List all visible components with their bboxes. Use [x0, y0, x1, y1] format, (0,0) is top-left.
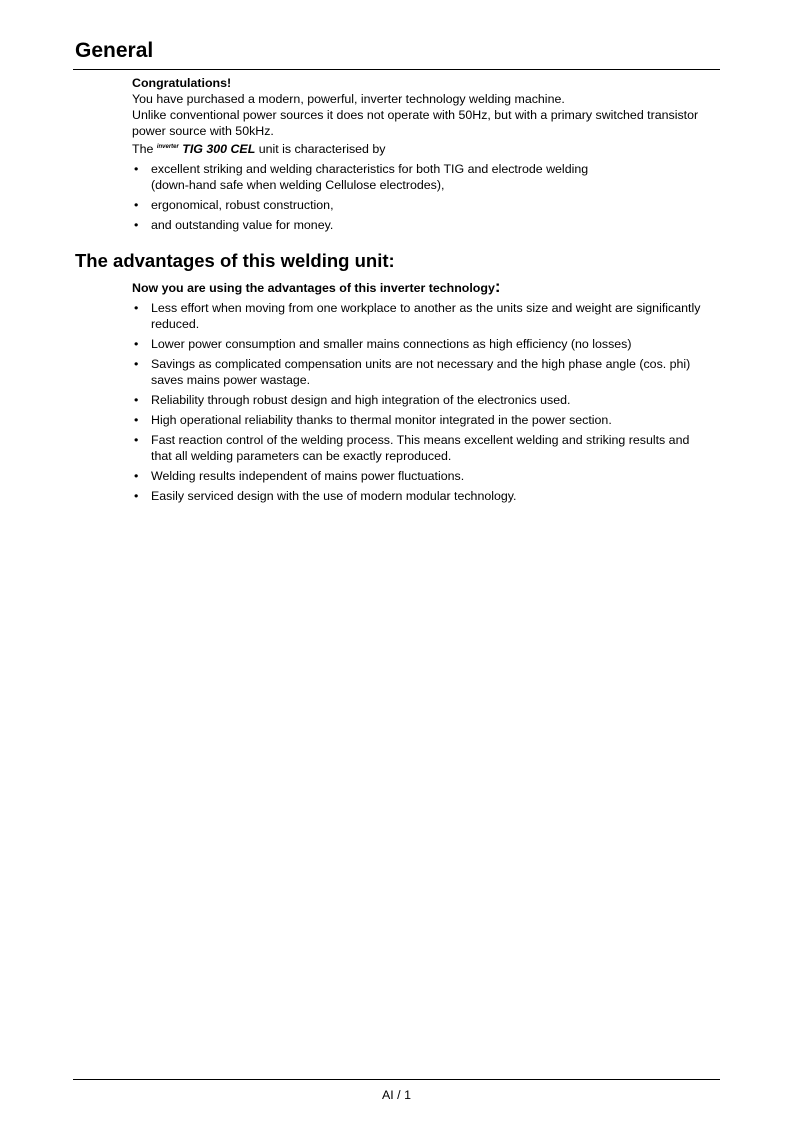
list-item: [132, 197, 712, 213]
list-item: [132, 488, 712, 504]
page-number: AI / 1: [382, 1088, 411, 1102]
bullet-icon: •: [134, 301, 139, 315]
advantages-lead-text: Now you are using the advantages of this inverter technology: [132, 281, 495, 295]
intro-line-1: You have purchased a modern, powerful, inverter technology welding machine.: [132, 92, 565, 106]
list-item: [132, 392, 712, 408]
bullet-icon: •: [134, 357, 139, 371]
list-item-text: Fast reaction control of the welding process. This means excellent welding and striking results and that all welding parameters can be exactly reproduced.: [151, 433, 690, 463]
advantages-lead-colon: :: [494, 277, 501, 296]
list-item: [132, 356, 712, 388]
list-item: [132, 336, 712, 352]
list-item-text: Easily serviced design with the use of modern modular technology.: [151, 489, 517, 503]
list-item-text: High operational reliability thanks to thermal monitor integrated in the power section.: [151, 413, 612, 427]
advantages-section: [132, 279, 712, 504]
the-word: The: [132, 142, 154, 156]
advantages-list: [132, 300, 712, 504]
list-item: [132, 300, 712, 332]
section-heading-advantages: The advantages of this welding unit:: [75, 250, 395, 271]
bullet-icon: •: [134, 162, 139, 176]
list-item-text: ergonomical, robust construction,: [151, 198, 334, 212]
general-section: [132, 75, 712, 233]
list-item-text: and outstanding value for money.: [151, 218, 334, 232]
inverter-logo-text: inverter: [156, 144, 179, 150]
bullet-icon: •: [134, 218, 139, 232]
feature-list: [132, 161, 712, 233]
heading-divider: [73, 69, 720, 70]
bullet-icon: •: [134, 413, 139, 427]
list-item: [132, 468, 712, 484]
bullet-icon: •: [134, 393, 139, 407]
bullet-icon: •: [134, 433, 139, 447]
characterised-line: [132, 139, 712, 157]
list-item: [132, 217, 712, 233]
list-item-text: Welding results independent of mains power fluctuations.: [151, 469, 465, 483]
intro-line-2: Unlike conventional power sources it does not operate with 50Hz, but with a primary switched transistor power source with 50kHz.: [132, 108, 699, 138]
list-item-text: Less effort when moving from one workplace to another as the units size and weight are significantly reduced.: [151, 301, 701, 331]
list-item-text: Reliability through robust design and high integration of the electronics used.: [151, 393, 571, 407]
list-item: [132, 161, 712, 193]
list-item-text: Lower power consumption and smaller mains connections as high efficiency (no losses): [151, 337, 632, 351]
list-item-text: (down-hand safe when welding Cellulose electrodes),: [151, 178, 445, 192]
bullet-icon: •: [134, 489, 139, 503]
bullet-icon: •: [134, 469, 139, 483]
list-item-text: Savings as complicated compensation units are not necessary and the high phase angle (cos. phi) saves mains power wastage.: [151, 357, 691, 387]
list-item: [132, 432, 712, 464]
model-name: TIG 300 CEL: [182, 142, 256, 156]
advantages-lead: [132, 279, 712, 296]
section-heading-general: General: [75, 39, 154, 62]
bullet-icon: •: [134, 198, 139, 212]
characterised-text: unit is characterised by: [258, 142, 386, 156]
bullet-icon: •: [134, 337, 139, 351]
congratulations-text: Congratulations!: [132, 76, 232, 90]
list-item-text: excellent striking and welding characteristics for both TIG and electrode welding: [151, 162, 589, 176]
footer-divider: [73, 1079, 720, 1080]
list-item: [132, 412, 712, 428]
